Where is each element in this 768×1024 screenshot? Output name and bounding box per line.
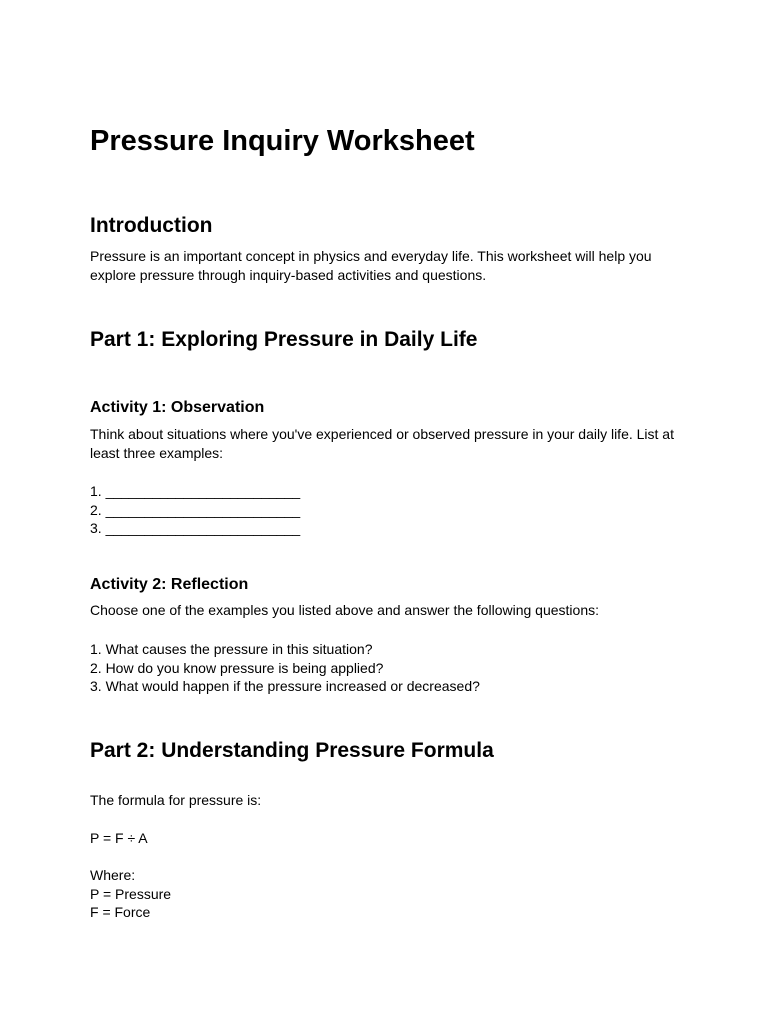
where-label: Where:	[90, 867, 136, 883]
part2-heading: Part 2: Understanding Pressure Formula	[90, 739, 494, 762]
introduction-heading: Introduction	[90, 214, 213, 237]
question-2: 2. How do you know pressure is being applied?	[90, 659, 384, 676]
activity1-text: Think about situations where you've experienced or observed pressure in your daily life. List at least three examples:	[90, 426, 674, 461]
blank-line-2: 2. _________________________	[90, 501, 301, 518]
formula-definitions	[90, 866, 171, 922]
definition-force: F = Force	[90, 904, 151, 921]
activity2-text: Choose one of the examples you listed above and answer the following questions:	[90, 602, 599, 618]
question-3: 3. What would happen if the pressure increased or decreased?	[90, 678, 480, 695]
formula-intro: The formula for pressure is:	[90, 792, 262, 808]
pressure-formula: P = F ÷ A	[90, 830, 148, 846]
definition-pressure: P = Pressure	[90, 885, 172, 902]
blank-line-1: 1. _________________________	[90, 483, 301, 499]
activity1-heading: Activity 1: Observation	[90, 399, 265, 416]
activity1-blank-list	[90, 482, 300, 538]
activity2-heading: Activity 2: Reflection	[90, 576, 249, 593]
part1-heading: Part 1: Exploring Pressure in Daily Life	[90, 328, 478, 351]
question-1: 1. What causes the pressure in this situation?	[90, 641, 373, 657]
page-title: Pressure Inquiry Worksheet	[90, 125, 475, 157]
introduction-text: Pressure is an important concept in physics and everyday life. This worksheet will help you explore pressure through inquiry-based activities and questions.	[90, 248, 652, 283]
blank-line-3: 3. _________________________	[90, 520, 301, 537]
activity2-question-list	[90, 640, 480, 696]
